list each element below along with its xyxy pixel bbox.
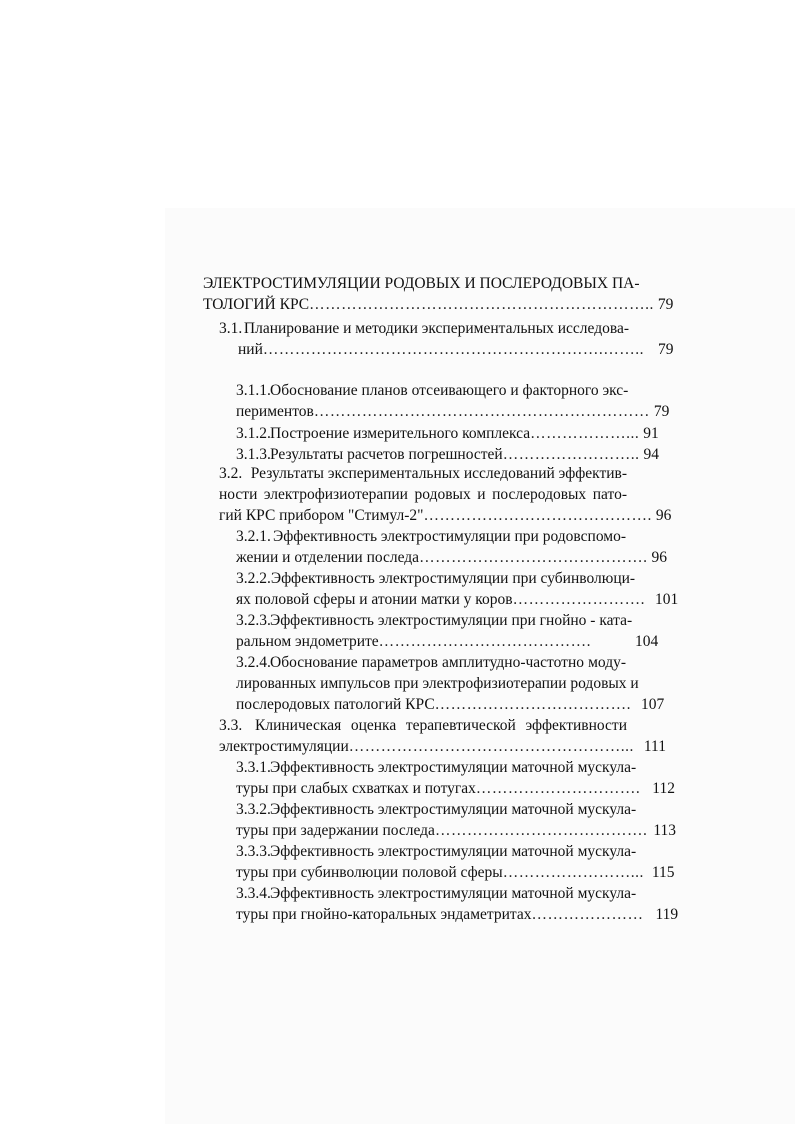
toc-3-1-3-entry[interactable] [236, 445, 659, 465]
section-number: 3.1. [219, 320, 243, 337]
toc-3-3-entry[interactable] [219, 737, 666, 757]
dot-leader: ………………………………. [434, 696, 632, 713]
section-number: 3.2. [219, 465, 243, 482]
page-number: 104 [635, 633, 659, 650]
toc-3-1-line1: Планирование и методики экспериментальных исследова- [243, 320, 629, 337]
toc-3-2-3-line1: Эффективность электростимуляции при гнойно - ката- [270, 612, 633, 629]
toc-3-1-line2: ний [238, 341, 263, 358]
toc-3-1-1-line2: периментов [236, 403, 314, 420]
dot-leader: …………………………………. [434, 822, 648, 839]
dot-leader: ……………………………………………... [348, 738, 634, 755]
toc-3-3-4-line1: Эффективность электростимуляции маточной мускула- [270, 885, 637, 902]
toc-3-3-1-entry[interactable] [236, 779, 675, 799]
section-number: 3.2.1. [236, 528, 271, 545]
toc-3-2-4-line1-row [236, 653, 626, 673]
page-number: 101 [654, 591, 679, 608]
toc-3-3-1-line1: Эффективность электростимуляции маточной мускула- [270, 759, 637, 776]
dot-leader: ……………………………………………………….. [309, 296, 654, 313]
section-number: 3.3. [219, 717, 243, 734]
toc-3-2-3-line1-row [236, 611, 633, 631]
page-number: 91 [643, 425, 659, 442]
toc-3-3-2-line1-row [236, 800, 637, 820]
toc-3-3-1-line2: туры при слабых схватках и потугах [236, 780, 476, 797]
dot-leader: ………………... [530, 425, 640, 442]
toc-chapter-line2: ТОЛОГИЙ КРС [203, 296, 310, 313]
toc-3-1-3-title: Результаты расчетов погрешностей [270, 446, 503, 463]
toc-3-2-2-entry[interactable] [236, 590, 679, 610]
page-number: 113 [653, 822, 676, 839]
toc-3-2-4-entry[interactable] [236, 695, 665, 715]
dot-leader: ………………… [531, 906, 644, 923]
toc-chapter-entry[interactable] [203, 295, 674, 315]
section-number: 3.1.3. [236, 446, 271, 463]
toc-3-2-3-line2: ральном эндометрите [236, 633, 379, 650]
section-number: 3.3.4. [236, 885, 271, 902]
dot-leader: …………………….. [502, 446, 640, 463]
toc-chapter-line1: ЭЛЕКТРОСТИМУЛЯЦИИ РОДОВЫХ И ПОСЛЕРОДОВЫХ ПА- [203, 275, 640, 292]
toc-3-2-3-entry[interactable] [236, 632, 659, 652]
section-number: 3.3.1. [236, 759, 271, 776]
toc-3-2-2-line2: ях половой сферы и атонии матки у коров [236, 591, 513, 608]
toc-3-2-line3: гий КРС прибором "Стимул-2" [219, 507, 424, 524]
toc-3-2-2-line1-row [236, 569, 636, 589]
dot-leader: ……………………………………. [423, 507, 652, 524]
page-number: 79 [653, 403, 670, 420]
toc-3-2-4-line1: Обоснование параметров амплитудно-частотно моду- [270, 654, 626, 671]
dot-leader: …………………………. [475, 780, 641, 797]
page-number: 111 [643, 738, 666, 755]
toc-3-3-3-entry[interactable] [236, 863, 675, 883]
section-number: 3.1.2. [236, 425, 271, 442]
toc-3-3-2-line2: туры при задержании последа [236, 822, 435, 839]
dot-leader: ……………………... [502, 864, 644, 881]
toc-3-3-4-line2: туры при гнойно-каторальных эндаметритах [236, 906, 532, 923]
toc-3-3-line1-row [219, 716, 627, 736]
page-number: 96 [655, 507, 672, 524]
toc-3-3-4-line1-row [236, 884, 637, 904]
toc-3-3-4-entry[interactable] [236, 905, 679, 925]
page-number: 79 [658, 341, 674, 358]
page-number: 112 [652, 780, 675, 797]
toc-3-1-2-entry[interactable] [236, 424, 659, 444]
section-number: 3.1.1. [236, 382, 271, 399]
toc-3-2-1-line2: жении и отделении последа [236, 549, 420, 566]
toc-3-3-line2: электростимуляции [219, 738, 349, 755]
toc-3-3-3-line2: туры при субинволюции половой сферы [236, 864, 503, 881]
toc-3-1-entry[interactable] [238, 340, 674, 360]
section-number: 3.2.3. [236, 612, 271, 629]
page-number: 96 [651, 549, 667, 566]
toc-3-3-3-line1: Эффективность электростимуляции маточной мускула- [270, 843, 637, 860]
page-number: 94 [643, 446, 659, 463]
toc-3-2-2-line1: Эффективность электростимуляции при субинволюци- [270, 570, 636, 587]
section-number: 3.3.2. [236, 801, 271, 818]
dot-leader: ……………………………………………………….…….. [262, 341, 645, 358]
toc-3-2-entry[interactable] [219, 506, 672, 526]
dot-leader: ……………………. [512, 591, 645, 608]
toc-3-2-1-line1-row [236, 527, 626, 547]
page-number: 115 [651, 864, 675, 881]
toc-3-3-3-line1-row [236, 842, 637, 862]
section-number: 3.2.2. [236, 570, 271, 587]
toc-3-1-2-title: Построение измерительного комплекса [270, 425, 531, 442]
dot-leader: ……………………………………………………… [313, 403, 650, 420]
toc-3-2-4-line3: послеродовых патологий КРС [236, 696, 435, 713]
page-number: 107 [641, 696, 665, 713]
page-number: 119 [655, 906, 679, 923]
section-number: 3.2.4. [236, 654, 271, 671]
toc-3-2-line2: ности электрофизиотерапии родовых и послеродовых пато- [219, 486, 627, 503]
dot-leader: ……………………………………. [419, 549, 648, 566]
toc-3-3-2-line1: Эффективность электростимуляции маточной мускула- [270, 801, 637, 818]
toc-3-1-1-line1-row [236, 381, 629, 401]
section-number: 3.3.3. [236, 843, 271, 860]
toc-3-2-4-line2: лированных импульсов при электрофизиотерапии родовых и [236, 675, 639, 692]
toc-3-1-1-line1: Обоснование планов отсеивающего и факторного экс- [270, 382, 629, 399]
toc-3-2-line1-row [219, 464, 627, 484]
toc-3-1-1-entry[interactable] [236, 402, 670, 422]
page-number: 79 [657, 296, 674, 313]
toc-3-3-line1: Клиническая оценка терапевтической эффективности [255, 717, 627, 734]
toc-3-2-1-entry[interactable] [236, 548, 667, 568]
toc-3-3-2-entry[interactable] [236, 821, 676, 841]
dot-leader: …………………………………. [378, 633, 592, 650]
toc-3-2-1-line1: Эффективность электростимуляции при родовспомо- [273, 528, 626, 545]
toc-3-3-1-line1-row [236, 758, 637, 778]
toc-3-2-line1: Результаты экспериментальных исследований эффектив- [250, 465, 627, 482]
toc-3-1-line1-row [219, 319, 629, 339]
